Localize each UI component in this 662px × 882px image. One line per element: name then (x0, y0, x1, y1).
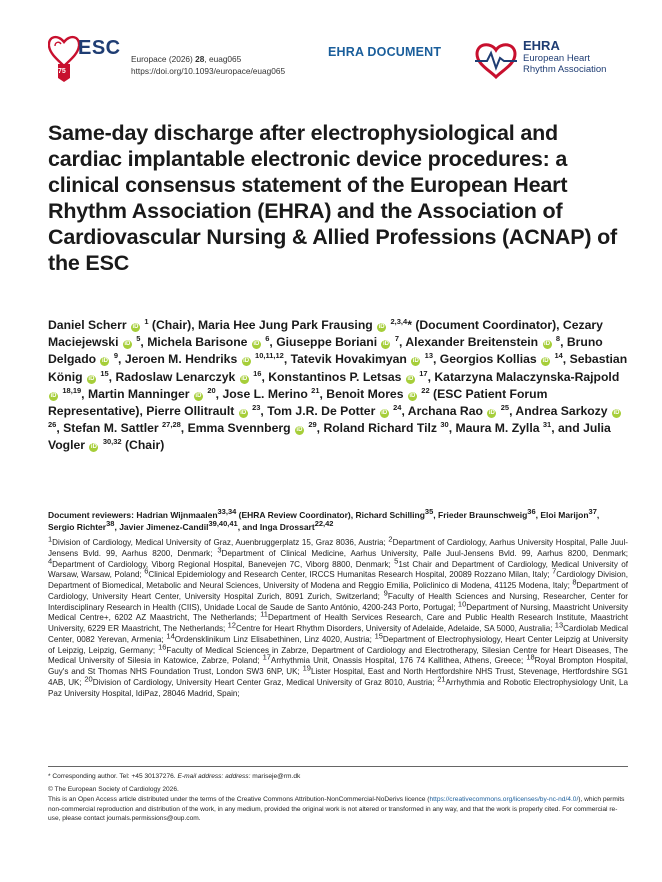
orcid-icon[interactable]: iD (382, 341, 389, 348)
orcid-icon[interactable]: iD (378, 324, 385, 330)
reviewer-affiliation-sup: 36 (527, 507, 536, 517)
author-affiliation-sup: 5 (136, 334, 141, 344)
author-affiliation-sup: 29 (308, 420, 317, 430)
affiliation-number: 12 (227, 620, 236, 630)
author-name: Stefan M. Sattler (63, 421, 159, 436)
affiliation-number: 15 (374, 631, 383, 641)
license-link[interactable]: https://creativecommons.org/licenses/by-nc-nd/4.0/ (429, 796, 579, 804)
author-affiliation-sup: 15 (100, 368, 109, 378)
author-name: Jeroen M. Hendriks (124, 352, 238, 367)
affiliation-number: 10 (457, 598, 467, 608)
orcid-icon[interactable]: iD (50, 392, 57, 399)
author-affiliation-sup: 16 (253, 368, 262, 378)
author-affiliation-sup: 23 (252, 402, 261, 412)
document-type: EHRA DOCUMENT (328, 45, 442, 59)
affiliation-text: Arrhythmia and Robotic Electrophysiology Unit, La Paz University Hospital, IdiPaz, 28046 Madrid, Spain; (48, 677, 629, 698)
author-affiliation-sup: 27,28 (162, 420, 181, 430)
affiliation-text: Arrhythmia Unit, Onassis Hospital, 176 74 Kallithea, Athens, Greece; (270, 656, 524, 666)
orcid-icon[interactable]: iD (241, 375, 248, 382)
author-affiliation-sup: 2,3,4 (390, 316, 408, 326)
reviewers-label: Document reviewers: (48, 510, 137, 520)
author-name: Maria Hee Jung Park Frausing (197, 318, 373, 332)
author-name: Sebastian König (48, 352, 628, 384)
author-affiliation-sup: 14 (554, 351, 563, 361)
affiliation-text: 1st Chair and Department of Cardiology, Medical University of Warsaw, Warsaw, Poland; (48, 559, 629, 580)
reviewer-name: Richard Schilling (355, 510, 425, 520)
journal-citation (131, 54, 285, 77)
affiliation-number: 14 (166, 631, 175, 641)
ehra-logo (473, 36, 621, 86)
author-name: Pierre Ollitrault (146, 404, 235, 419)
author-name: Archana Rao (407, 404, 483, 419)
author-role: (ESC Patient Forum Representative) (48, 386, 548, 419)
affiliation-text: Department of Cardiology, University Heart Center, University Hospital Zurich, 8091 Zurich, Switzerland; (48, 581, 629, 601)
affiliation-number: 19 (302, 663, 311, 673)
affiliation-text: Cardiolab Medical Center, 0082 Yerevan, Armenia; (48, 624, 628, 644)
affiliation-number: 2 (388, 534, 393, 544)
ehra-heart-icon (473, 40, 519, 80)
affiliation-text: Faculty of Medical Sciences in Zabrze, Department of Cardiology and Electrotherapy, Silesian Centre for Heart Diseases, The Medical University of Silesia in Katowice, Zabrze, Poland; (48, 645, 628, 666)
orcid-icon[interactable]: iD (409, 392, 416, 399)
affiliation-number: 11 (260, 609, 268, 619)
esc-wordmark: ESC (78, 37, 121, 59)
affiliation-text: Faculty of Health Sciences and Nursing, Researcher, Center for Interdisciplinary Research in Health (CIIS), Unidade Local de Saude de Santo António, 4200-243 Porto, Portugal; (48, 591, 628, 612)
affiliation-number: 3 (217, 545, 222, 555)
author-name: Giuseppe Boriani (276, 335, 378, 350)
affiliation-text: Clinical Epidemiology and Research Center, IRCCS Humanitas Research Hospital, 20089 Rozzano Milan, Italy; (148, 570, 550, 580)
author-name: Maura M. Zylla (455, 421, 540, 436)
journal-volume: 28 (195, 54, 205, 64)
author-affiliation-sup: 8 (555, 334, 561, 344)
affiliation-number: 18 (526, 652, 535, 662)
author-list: Daniel Scherr iD $^1$ (Chair), Maria Hee Jung Park Frausing iD $^{2,3,4}$* (Document Coordinator), Cezary Maciejewski iD $^5$, Michela Barisone iD $^6$, Giuseppe Boriani iD $^7$, Alexander Breitenstein iD $^8$, Bruno Delgado iD $^9$, Jeroen M. Hendriks iD $^{10,11,12}$, Tatevik Hovakimyan iD $^{13}$, Georgios Kollias iD $^{14}$, Sebastian König iD $^{15}$, Radoslaw Lenarczyk iD $^{16}$, Konstantinos P. Letsas iD $^{17}$, Katarzyna Malaczynska-Rajpold iD $^{18,19}$, Martin Manninger iD $^{20}$, Jose L. Merino $^{21}$, Benoit Mores iD $^{22}$ (ESC Patient Forum Representative), Pierre Ollitrault iD $^{23}$, Tom J.R. De Potter iD $^{24}$, Archana Rao iD $^{25}$, Andrea Sarkozy iD $^{26}$, Stefan M. Sattler $^{27,28}$, Emma Svennberg iD $^{29}$, Roland Richard Tilz $^{30}$, Maura M. Zylla $^{31}$, and Julia Vogler iD $^{30,32}$ (Chair) (48, 316, 628, 453)
esc-logo (48, 34, 121, 84)
author-affiliation-sup: 10,11,12 (255, 351, 284, 361)
orcid-icon[interactable]: iD (407, 375, 414, 382)
affiliation-number: 6 (144, 566, 149, 576)
affiliation-number: 5 (394, 555, 399, 565)
author-name: Bruno Delgado (48, 335, 603, 367)
author-name: Tom J.R. De Potter (267, 404, 376, 419)
ehra-name: EHRA (523, 38, 560, 53)
author-name: Cezary Maciejewski (48, 318, 603, 350)
orcid-icon[interactable]: iD (542, 358, 549, 365)
affiliation-text: Division of Cardiology, University Heart Center Graz, Medical University of Graz 8010, Austria; (92, 677, 435, 687)
author-affiliation-sup: 13 (424, 351, 434, 361)
affiliation-text: Department of Nursing, Maastricht University Medical Centre+, 6202 AZ Maastricht, The Netherlands; (48, 602, 629, 623)
orcid-icon[interactable]: iD (124, 341, 131, 348)
affiliation-text: Cardiology Division, Department of Biomedical, Metabolic and Neural Sciences, University of Modena and Reggio Emilia, Policlinico di Modena, 41125 Modena, Italy; (48, 570, 628, 590)
author-name: Emma Svennberg (187, 421, 291, 436)
author-name: Michela Barisone (147, 335, 248, 350)
orcid-icon[interactable]: iD (488, 410, 495, 417)
reviewer-role: (EHRA Review Coordinator) (236, 510, 351, 520)
author-name: Katarzyna Malaczynska-Rajpold (434, 369, 620, 384)
orcid-icon[interactable]: iD (132, 324, 139, 330)
license-text (48, 795, 628, 823)
affiliation-text: Department of Electrophysiology, Heart Center Leipzig at University of Leipzig, Leipzig, Germany; (48, 634, 629, 655)
affiliation-number: 7 (552, 566, 557, 576)
affiliation-number: 17 (262, 652, 271, 662)
author-role: * (Document Coordinator) (407, 318, 557, 332)
affiliation-number: 20 (84, 674, 93, 684)
reviewer-name: Javier Jimenez-Candil (119, 522, 209, 532)
affiliation-number: 4 (48, 555, 53, 565)
author-affiliation-sup: 6 (265, 334, 270, 344)
reviewer-name: Eloi Marijon (540, 510, 589, 520)
orcid-icon[interactable]: iD (381, 410, 388, 417)
author-affiliation-sup: 21 (311, 385, 320, 395)
reviewer-name: Hadrian Wijnmaalen (136, 510, 218, 520)
author-name: Tatevik Hovakimyan (290, 352, 407, 367)
author-role: (Chair) (121, 438, 165, 453)
orcid-icon[interactable]: iD (613, 410, 620, 417)
author-affiliation-sup: 9 (113, 351, 119, 361)
author-affiliation-sup: 25 (500, 402, 510, 412)
author-affiliation-sup: 26 (48, 420, 57, 430)
affiliation-number: 1 (48, 534, 53, 544)
reviewer-affiliation-sup: 33,34 (217, 507, 237, 517)
affiliation-text: Department of Health Services Research, Care and Public Health Research Institute, Maastricht University, 6229 ER Maastricht, The Netherlands; (48, 613, 628, 633)
author-name: Georgios Kollias (439, 352, 537, 367)
affiliation-number: 9 (383, 588, 388, 598)
license-pre: This is an Open Access article distributed under the terms of the Creative Commons Attribution-NonCommercial-NoDerivs licence ( (48, 796, 430, 804)
corresponding-text: * Corresponding author. Tel: +45 30137276. (48, 773, 178, 780)
author-affiliation-sup: 18,19 (62, 385, 82, 395)
affiliation-text: Ordensklinikum Linz Elisabethinen, Linz 4020, Austria; (174, 634, 372, 644)
author-affiliation-sup: 7 (394, 334, 400, 344)
affiliation-text: Division of Cardiology, Medical University of Graz, Auenbruggerplatz 15, Graz 8036, Austria; (52, 538, 386, 547)
orcid-icon[interactable]: iD (101, 358, 108, 365)
orcid-icon[interactable]: iD (253, 341, 260, 348)
author-affiliation-sup: 31 (542, 420, 552, 430)
reviewer-affiliation-sup: 37 (588, 507, 597, 517)
reviewer-name: Frieder Braunschweig (438, 510, 528, 520)
orcid-icon[interactable]: iD (243, 358, 250, 365)
author-name: Konstantinos P. Letsas (268, 369, 402, 384)
author-affiliation-sup: 30,32 (102, 437, 122, 447)
affiliation-number: 16 (158, 641, 167, 651)
orcid-icon[interactable]: iD (90, 444, 97, 451)
orcid-icon[interactable]: iD (412, 358, 419, 365)
page-header (48, 34, 618, 86)
author-affiliation-sup: 24 (393, 402, 402, 412)
license-post: ), which permits non-commercial reproduction and distribution of the work, in any medium, provided the original work is not altered or transformed in any way, and that the work is properly cited. For commercial re-use, please contact journals.permissions@oup.com. (48, 796, 625, 822)
affiliation-number: 8 (572, 577, 577, 587)
email-label: E-mail address: address: (177, 773, 251, 780)
author-affiliation-sup: 30 (440, 420, 449, 430)
author-name: Jose L. Merino (222, 386, 308, 401)
affiliation-text: Royal Brompton Hospital, Guy's and St Thomas NHS Foundation Trust, London SW3 6NP, UK; (48, 656, 629, 676)
author-name: Benoit Mores (326, 386, 404, 401)
affiliations (48, 534, 629, 699)
author-affiliation-sup: 22 (421, 385, 430, 395)
corresponding-author (48, 772, 628, 781)
author-name: Julia Vogler (48, 421, 611, 453)
affiliation-number: 21 (437, 674, 446, 684)
affiliation-text: Department of Cardiology, Viborg Regional Hospital, Banevejen 7C, Viborg 8800, Denmark; (52, 559, 391, 569)
copyright: © The European Society of Cardiology 2026. (48, 786, 179, 794)
orcid-icon[interactable]: iD (296, 427, 303, 434)
affiliation-text: Centre for Heart Rhythm Disorders, University of Adelaide, Adelaide, SA 5000, Australia; (235, 624, 553, 633)
journal-name: Europace (2026) (131, 54, 196, 64)
orcid-icon[interactable]: iD (240, 410, 247, 417)
reviewer-list: Document reviewers: Hadrian Wijnmaalen$^{33,34}$ (EHRA Review Coordinator), Richard Schilling$^{35}$, Frieder Braunschweig$^{36}$, Eloi Marijon$^{37}$, Sergio Richter$^{38}$, Javier Jimenez-Candil$^{39,40,41}$, and Inga Drossart$^{22,42}$ (48, 507, 600, 532)
author-name: Alexander Breitenstein (405, 335, 539, 350)
footnotes (48, 766, 628, 824)
article-id: , euag065 (204, 54, 242, 64)
author-name: Roland Richard Tilz (323, 421, 437, 436)
author-affiliation-sup: 1 (144, 316, 149, 326)
esc-heart-icon (48, 34, 80, 84)
reviewer-affiliation-sup: 39,40,41 (208, 519, 238, 529)
reviewer-affiliation-sup: 35 (424, 507, 434, 517)
affiliation-text: Department of Cardiology, Aarhus University Hospital, Palle Juul-Jensens Bvld. 99, Aarhus 8200, Denmark; (48, 538, 629, 558)
reviewer-affiliation-sup: 22,42 (314, 519, 334, 529)
affiliation-text: Department of Clinical Medicine, Aarhus University, Palle Juul-Jensens Bvld. 99, Aarhus 8200, Denmark; (221, 548, 628, 558)
orcid-icon[interactable]: iD (195, 392, 202, 399)
reviewer-name: Sergio Richter (48, 522, 107, 532)
orcid-icon[interactable]: iD (544, 341, 551, 348)
affiliation-text: Lister Hospital, East and North Hertfordshire NHS Trust, Stevenage, Hertfordshire SG1 4AB, UK; (48, 667, 629, 687)
ehra-full-line1: European Heart (523, 53, 591, 64)
author-name: Martin Manninger (87, 386, 190, 401)
reviewer-affiliation-sup: 38 (106, 519, 115, 529)
email-address[interactable]: mariseje@rm.dk (250, 773, 301, 780)
author-name: Radoslaw Lenarczyk (115, 369, 236, 384)
author-affiliation-sup: 17 (419, 368, 428, 378)
ehra-full-name (523, 53, 606, 75)
ehra-full-line2: Rhythm Association (523, 64, 607, 75)
esc-badge: 75 (58, 68, 66, 75)
affiliation-number: 13 (554, 620, 564, 630)
orcid-icon[interactable]: iD (88, 375, 95, 382)
author-name: Daniel Scherr (48, 318, 127, 332)
doi-link[interactable]: https://doi.org/10.1093/europace/euag065 (131, 65, 286, 76)
reviewer-name: Inga Drossart (259, 522, 315, 532)
author-name: Andrea Sarkozy (515, 404, 608, 419)
article-title: Same-day discharge after electrophysiological and cardiac implantable electronic device procedures: a clinical consensus statement of the European Heart Rhythm Association (EHRA) and the Association of Cardiovascular Nursing & Allied Professions (ACNAP) of the ESC (48, 121, 618, 275)
author-affiliation-sup: 20 (207, 385, 216, 395)
author-role: (Chair) (148, 318, 192, 332)
